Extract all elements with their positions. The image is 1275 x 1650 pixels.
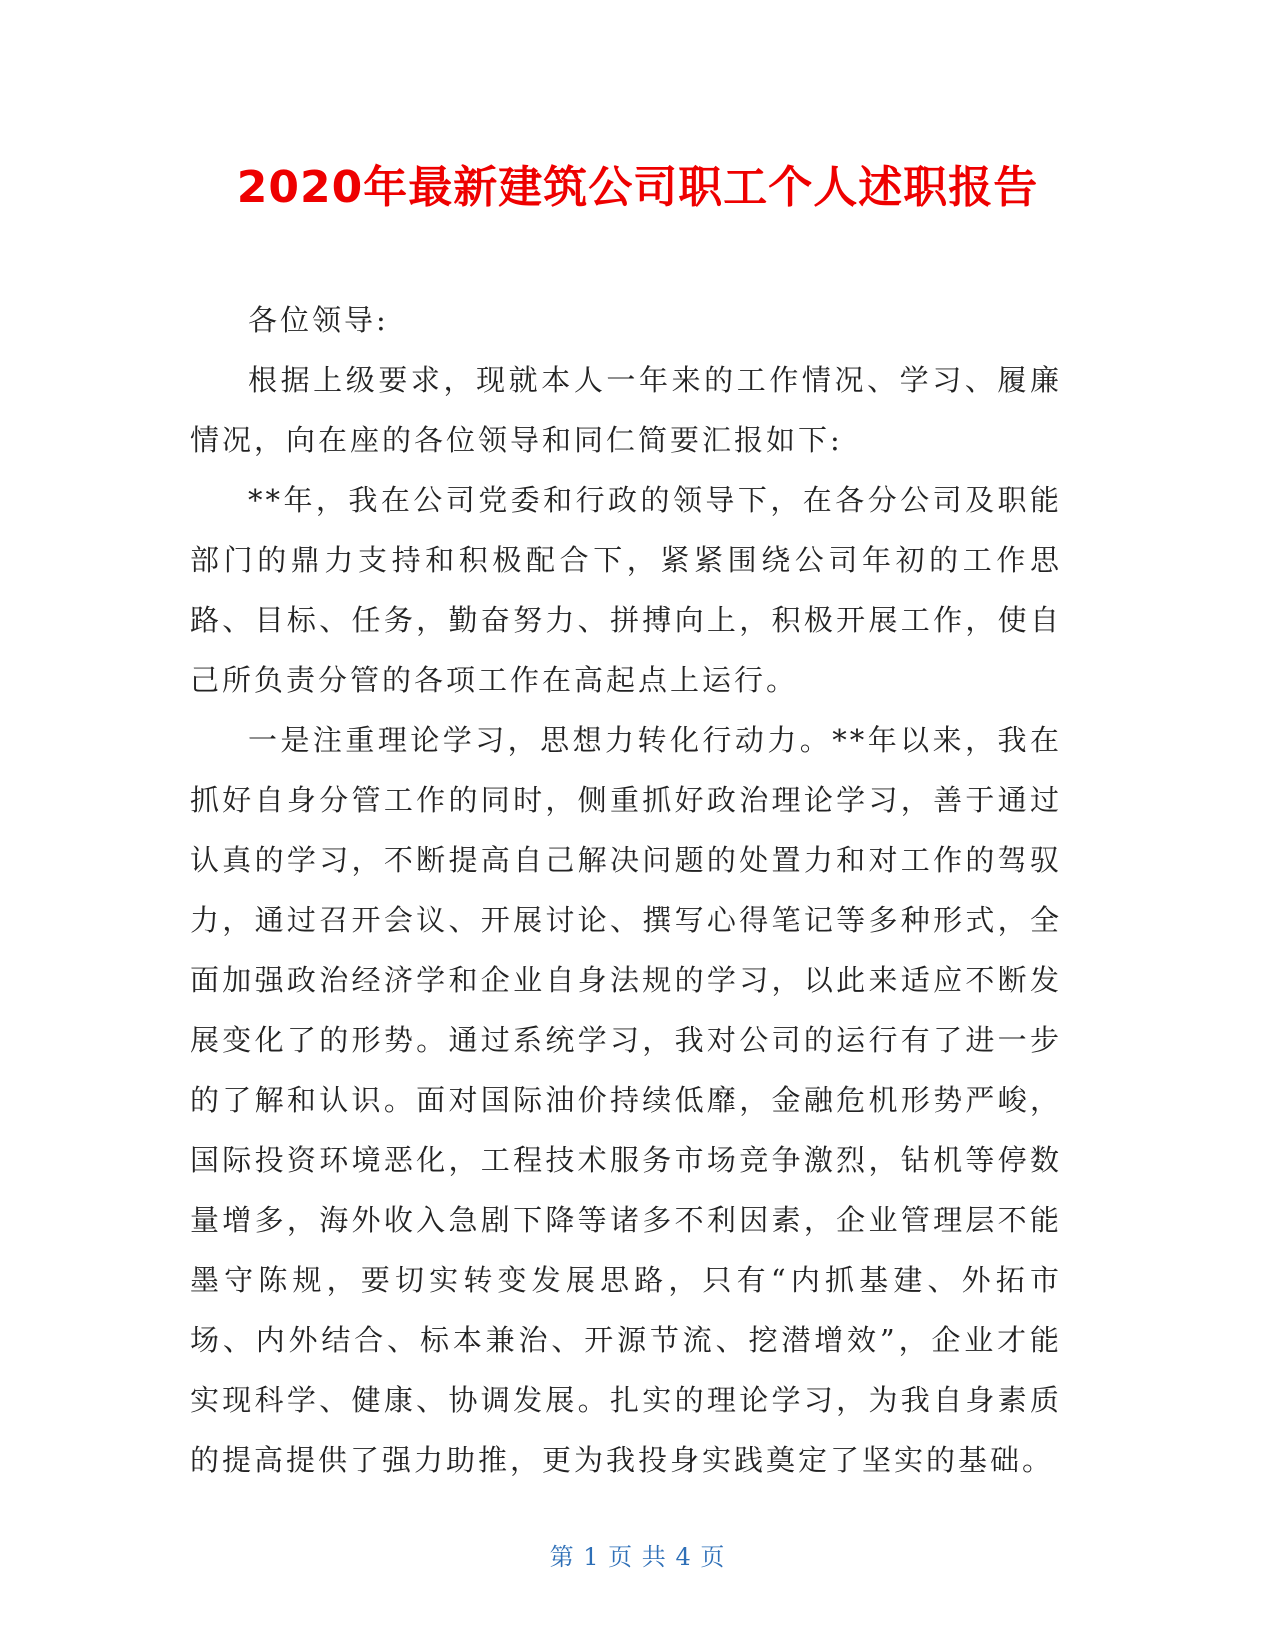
- summary-paragraph: **年，我在公司党委和行政的领导下，在各分公司及职能部门的鼎力支持和积极配合下，紧紧围绕公司年初的工作思路、目标、任务，勤奋努力、拼搏向上，积极开展工作，使自己所负责分管的各项工作在高起点上运行。: [190, 483, 1062, 697]
- theory-study-paragraph: 一是注重理论学习，思想力转化行动力。**年以来，我在抓好自身分管工作的同时，侧重抓好政治理论学习，善于通过认真的学习，不断提高自己解决问题的处置力和对工作的驾驭力，通过召开会议、开展讨论、撰写心得笔记等多种形式，全面加强政治经济学和企业自身法规的学习，以此来适应不断发展变化了的形势。通过系统学习，我对公司的运行有了进一步的了解和认识。面对国际油价持续低靡，金融危机形势严峻，国际投资环境恶化，工程技术服务市场竞争激烈，钻机等停数量增多，海外收入急剧下降等诸多不利因素，企业管理层不能墨守陈规，要切实转变发展思路，只有“内抓基建、外拓市场、内外结合、标本兼治、开源节流、挖潜增效”，企业才能实现科学、健康、协调发展。扎实的理论学习，为我自身素质的提高提供了强力助推，更为我投身实践奠定了坚实的基础。: [190, 723, 1062, 1477]
- document-title: 2020年最新建筑公司职工个人述职报告: [236, 162, 1039, 213]
- page-number-footer: 第 1 页 共 4 页: [549, 1543, 726, 1571]
- greeting-paragraph: 各位领导:: [248, 303, 389, 337]
- document-body: [190, 290, 1062, 1490]
- intro-paragraph: 根据上级要求，现就本人一年来的工作情况、学习、履廉情况，向在座的各位领导和同仁简要汇报如下:: [190, 363, 1062, 457]
